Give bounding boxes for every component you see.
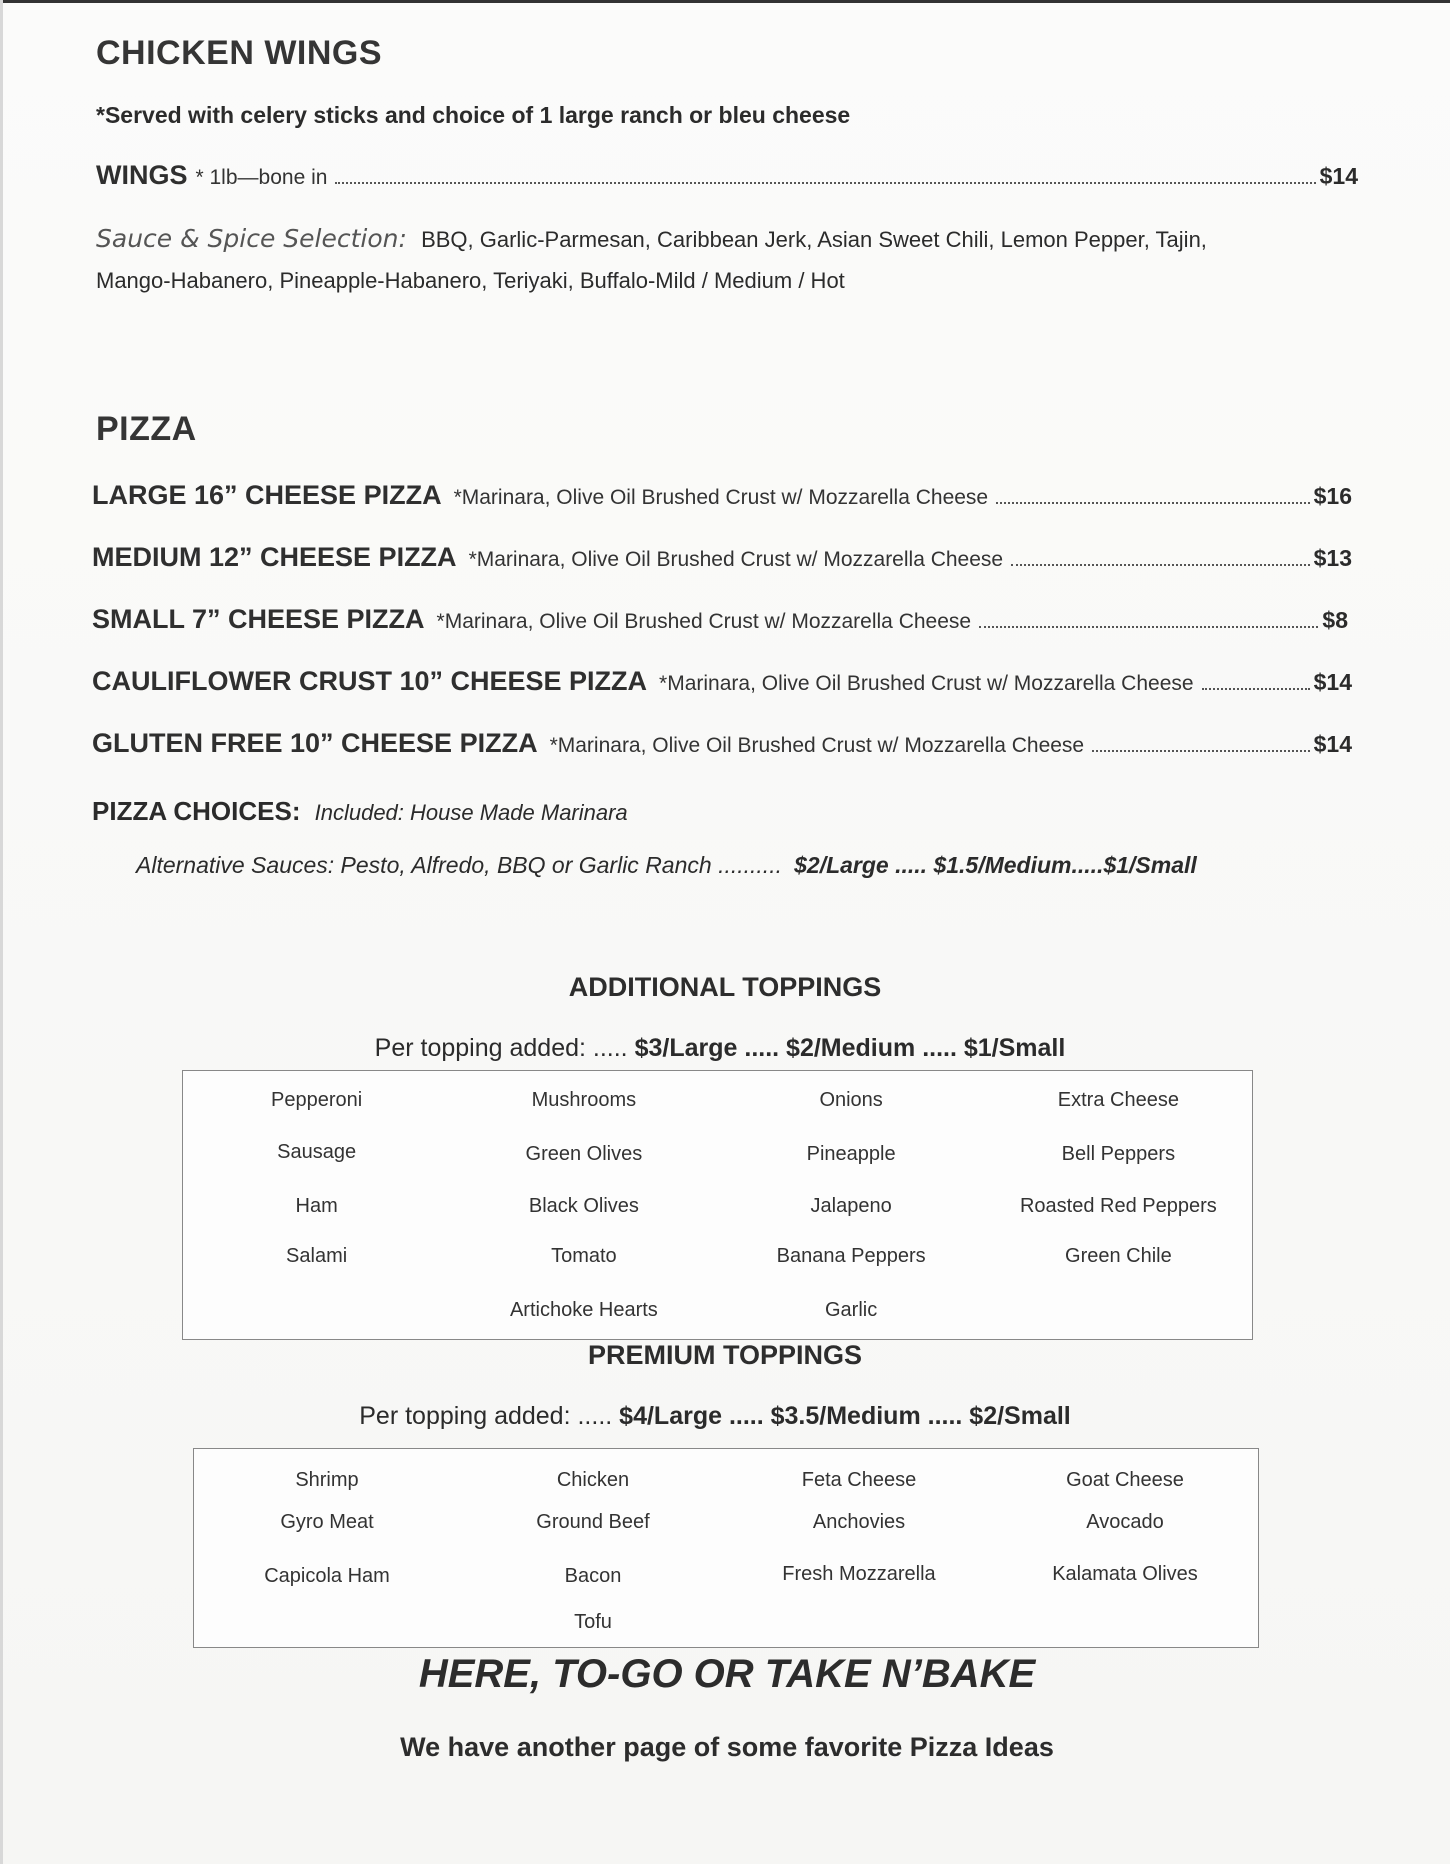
topping-item: Banana Peppers xyxy=(776,1245,926,1267)
alt-sauces-prices: $2/Large ..... $1.5/Medium.....$1/Small xyxy=(794,852,1197,878)
sauce-list-2: Mango-Habanero, Pineapple-Habanero, Teriyaki, Buffalo-Mild / Medium / Hot xyxy=(96,268,845,293)
topping-item: Artichoke Hearts xyxy=(509,1299,658,1321)
item-price: $8 xyxy=(1322,607,1348,633)
menu-item-pizza xyxy=(92,604,1348,635)
footer-note: We have another page of some favorite Pizza Ideas xyxy=(400,1732,1054,1762)
scan-edge-top xyxy=(0,0,1450,3)
topping-item: Mushrooms xyxy=(531,1089,637,1111)
menu-item-pizza xyxy=(92,542,1352,573)
toppings-column xyxy=(718,1089,985,1339)
topping-item: Shrimp xyxy=(295,1469,359,1491)
topping-item: Tofu xyxy=(574,1611,612,1633)
topping-item: Kalamata Olives xyxy=(1052,1563,1198,1585)
section-title-additional: ADDITIONAL TOPPINGS xyxy=(568,972,882,1002)
topping-item: Capicola Ham xyxy=(264,1565,390,1587)
choices-label: PIZZA CHOICES: xyxy=(92,796,301,826)
item-name: CAULIFLOWER CRUST 10” CHEESE PIZZA xyxy=(92,666,648,696)
topping-item: Roasted Red Peppers xyxy=(1019,1195,1217,1217)
premium-per-topping xyxy=(0,1402,1440,1431)
per-prices: $4/Large ..... $3.5/Medium ..... $2/Small xyxy=(619,1402,1071,1430)
toppings-column xyxy=(992,1469,1258,1651)
item-name: WINGS xyxy=(96,160,188,190)
scan-edge-left xyxy=(0,0,3,1864)
sauce-selection xyxy=(96,224,1360,253)
premium-toppings-box xyxy=(193,1448,1259,1648)
additional-toppings-box xyxy=(182,1070,1253,1340)
topping-item: Jalapeno xyxy=(810,1195,892,1217)
pizza-choices xyxy=(92,796,1360,827)
topping-item: Black Olives xyxy=(528,1195,639,1217)
menu-item-wings xyxy=(96,160,1358,191)
menu-item-pizza xyxy=(92,728,1352,759)
topping-item: Bell Peppers xyxy=(1061,1143,1176,1165)
leader-dots xyxy=(996,502,1310,504)
per-prices: $3/Large ..... $2/Medium ..... $1/Small xyxy=(634,1034,1066,1062)
toppings-column xyxy=(194,1469,460,1651)
premium-grid xyxy=(194,1449,1258,1651)
per-label: Per topping added: ..... xyxy=(359,1402,613,1430)
choices-value: Included: House Made Marinara xyxy=(314,800,628,825)
additional-grid xyxy=(183,1071,1252,1339)
topping-item: Bacon xyxy=(564,1565,622,1587)
menu-item-pizza xyxy=(92,666,1352,697)
item-desc: *Marinara, Olive Oil Brushed Crust w/ Mozzarella Cheese xyxy=(549,734,1085,757)
toppings-column xyxy=(726,1469,992,1651)
toppings-column xyxy=(985,1089,1252,1339)
item-desc: * 1lb—bone in xyxy=(195,166,328,189)
item-name: MEDIUM 12” CHEESE PIZZA xyxy=(92,542,457,572)
alternative-sauces xyxy=(136,852,1360,879)
leader-dots xyxy=(1092,750,1310,752)
tagline: HERE, TO-GO OR TAKE N’BAKE xyxy=(418,1652,1036,1696)
leader-dots xyxy=(1011,564,1310,566)
item-price: $14 xyxy=(1313,731,1352,757)
topping-item: Green Olives xyxy=(525,1143,643,1165)
topping-item: Garlic xyxy=(825,1299,878,1321)
item-name: GLUTEN FREE 10” CHEESE PIZZA xyxy=(92,728,538,758)
topping-item: Anchovies xyxy=(812,1511,906,1533)
topping-item: Pineapple xyxy=(806,1143,896,1165)
topping-item: Ham xyxy=(295,1195,338,1217)
item-desc: *Marinara, Olive Oil Brushed Crust w/ Mozzarella Cheese xyxy=(468,548,1004,571)
item-name: LARGE 16” CHEESE PIZZA xyxy=(92,480,442,510)
topping-item: Ground Beef xyxy=(536,1511,650,1533)
additional-per-topping xyxy=(0,1034,1445,1063)
topping-item: Avocado xyxy=(1086,1511,1164,1533)
topping-item: Extra Cheese xyxy=(1057,1089,1179,1111)
item-name: SMALL 7” CHEESE PIZZA xyxy=(92,604,425,634)
leader-dots xyxy=(979,626,1318,628)
leader-dots xyxy=(335,182,1315,184)
topping-item: Feta Cheese xyxy=(801,1469,917,1491)
topping-item: Chicken xyxy=(556,1469,630,1491)
item-desc: *Marinara, Olive Oil Brushed Crust w/ Mozzarella Cheese xyxy=(659,672,1194,695)
section-title-pizza: PIZZA xyxy=(96,410,197,448)
item-desc: *Marinara, Olive Oil Brushed Crust w/ Mozzarella Cheese xyxy=(436,610,972,633)
topping-item: Tomato xyxy=(551,1245,617,1267)
section-title-premium: PREMIUM TOPPINGS xyxy=(587,1340,863,1370)
leader-dots xyxy=(1202,688,1310,690)
wings-served-note: *Served with celery sticks and choice of 1 large ranch or bleu cheese xyxy=(96,102,851,128)
item-price: $14 xyxy=(1319,163,1358,189)
topping-item: Green Chile xyxy=(1065,1245,1172,1267)
alt-sauces-text: Alternative Sauces: Pesto, Alfredo, BBQ or Garlic Ranch .......... xyxy=(136,852,782,878)
item-price: $14 xyxy=(1313,669,1352,695)
menu-item-pizza xyxy=(92,480,1352,511)
toppings-column xyxy=(460,1469,726,1651)
topping-item: Fresh Mozzarella xyxy=(782,1563,936,1585)
topping-item: Pepperoni xyxy=(271,1089,363,1111)
topping-item: Goat Cheese xyxy=(1066,1469,1184,1491)
item-price: $13 xyxy=(1313,545,1352,571)
sauce-label: Sauce & Spice Selection: xyxy=(96,224,407,253)
topping-item: Gyro Meat xyxy=(280,1511,374,1533)
topping-item: Sausage xyxy=(277,1141,357,1163)
toppings-column xyxy=(183,1089,450,1339)
section-title-wings: CHICKEN WINGS xyxy=(96,34,383,72)
topping-item: Onions xyxy=(819,1089,883,1111)
topping-item: Salami xyxy=(286,1245,348,1267)
item-price: $16 xyxy=(1313,483,1352,509)
sauce-list-1: BBQ, Garlic-Parmesan, Caribbean Jerk, Asian Sweet Chili, Lemon Pepper, Tajin, xyxy=(421,227,1207,252)
item-desc: *Marinara, Olive Oil Brushed Crust w/ Mozzarella Cheese xyxy=(453,486,989,509)
per-label: Per topping added: ..... xyxy=(374,1034,628,1062)
toppings-column xyxy=(450,1089,717,1339)
